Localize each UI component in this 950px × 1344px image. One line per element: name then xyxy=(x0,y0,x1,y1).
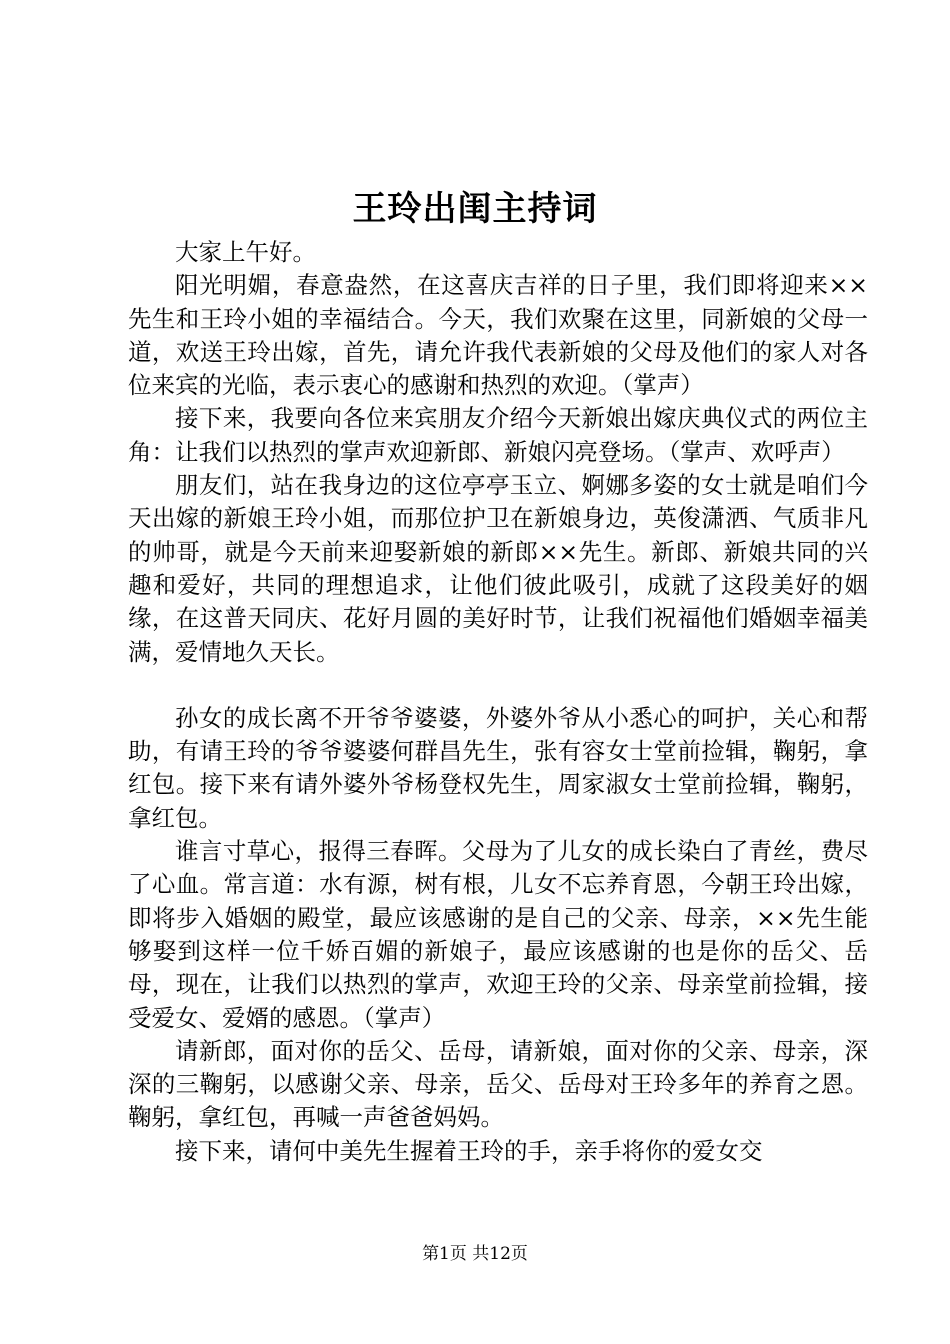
paragraph-parents-thanks: 谁言寸草心，报得三春晖。父母为了儿女的成长染白了青丝，费尽了心血。常言道：水有源，树有根，儿女不忘养育恩，今朝王玲出嫁，即将步入婚姻的殿堂，最应该感谢的是自己的父亲、母亲，××先生能够娶到这样一位千娇百媚的新娘子，最应该感谢的也是你的岳父、岳母，现在，让我们以热烈的掌声，欢迎王玲的父亲、母亲堂前捡辑，接受爱女、爱婿的感恩。（掌声） xyxy=(128,837,868,1032)
document-body xyxy=(128,236,868,1168)
paragraph-introduction: 接下来，我要向各位来宾朋友介绍今天新娘出嫁庆典仪式的两位主角：让我们以热烈的掌声欢迎新郎、新娘闪亮登场。（掌声、欢呼声） xyxy=(128,404,868,466)
page-footer: 第1页 共12页 xyxy=(422,1244,528,1264)
paragraph-gap xyxy=(128,669,868,702)
paragraph-bow: 请新郎，面对你的岳父、岳母，请新娘，面对你的父亲、母亲，深深的三鞠躬，以感谢父亲、母亲，岳父、岳母对王玲多年的养育之恩。鞠躬，拿红包，再喊一声爸爸妈妈。 xyxy=(128,1036,868,1132)
paragraph-greeting: 大家上午好。 xyxy=(175,238,316,266)
paragraph-opening: 阳光明媚，春意盎然，在这喜庆吉祥的日子里，我们即将迎来××先生和王玲小姐的幸福结合。今天，我们欢聚在这里，同新娘的父母一道，欢送王玲出嫁，首先，请允许我代表新娘的父母及他们的家人对各位来宾的光临，表示衷心的感谢和热烈的欢迎。（掌声） xyxy=(128,271,868,400)
document-title: 王玲出闺主持词 xyxy=(352,189,598,229)
paragraph-grandparents: 孙女的成长离不开爷爷婆婆，外婆外爷从小悉心的呵护，关心和帮助，有请王玲的爷爷婆婆何群昌先生，张有容女士堂前捡辑，鞠躬，拿红包。接下来有请外婆外爷杨登权先生，周家淑女士堂前捡辑，鞠躬，拿红包。 xyxy=(128,703,868,832)
paragraph-couple: 朋友们，站在我身边的这位亭亭玉立、婀娜多姿的女士就是咱们今天出嫁的新娘王玲小姐，而那位护卫在新娘身边，英俊潇洒、气质非凡的帅哥，就是今天前来迎娶新娘的新郎××先生。新郎、新娘共同的兴趣和爱好，共同的理想追求，让他们彼此吸引，成就了这段美好的姻缘，在这普天同庆、花好月圆的美好时节，让我们祝福他们婚姻幸福美满，爱情地久天长。 xyxy=(128,471,868,666)
paragraph-handover: 接下来，请何中美先生握着王玲的手，亲手将你的爱女交 xyxy=(175,1136,763,1165)
